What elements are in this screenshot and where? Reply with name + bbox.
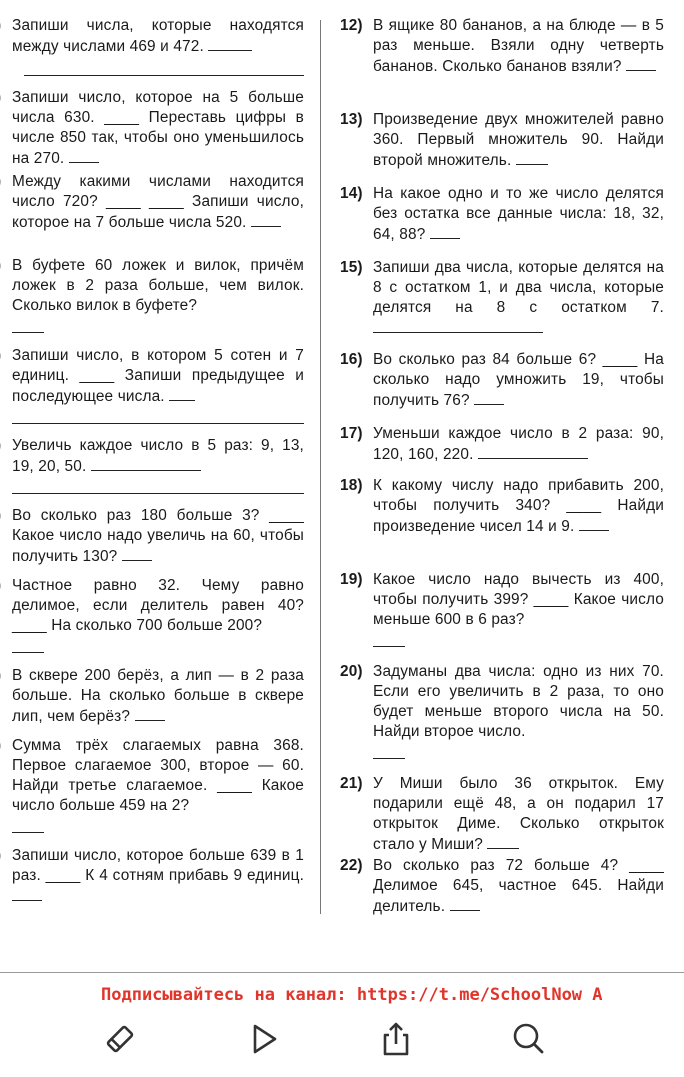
task-11 bbox=[0, 846, 304, 907]
task-text: Уменьши каждое число в 2 раза: 90, 120, 160, 220. bbox=[373, 425, 664, 463]
answer-line[interactable] bbox=[135, 706, 165, 721]
task-9 bbox=[0, 666, 304, 736]
task-text: Сумма трёх слагаемых равна 368. Первое слагаемое 300, второе — 60. Найди третье слагаемое. ____ Какое число больше 459 на 2? bbox=[12, 737, 304, 814]
task-text: На какое одно и то же число делятся без остатка все данные числа: 18, 32, 64, 88? bbox=[373, 185, 664, 243]
task-17: 17) Уменьши каждое число в 2 раза: 90, 120, 160, 220. bbox=[340, 425, 664, 463]
share-icon bbox=[376, 1019, 416, 1059]
task-text: Во сколько раз 180 больше 3? ____ Какое число надо увеличь на 60, чтобы получить 130? bbox=[12, 507, 304, 565]
task-12: 12) В ящике 80 бананов, а на блюде — в 5 раз меньше. Взяли одну четверть бананов. Сколько бананов взяли? bbox=[340, 17, 664, 75]
task-20: 20) Задуманы два числа: одно из них 70. Если его увеличить в 2 раза, то оно будет меньше второго числа на 50. Найди второе число. bbox=[340, 662, 664, 774]
task-14: 14) На какое одно и то же число делятся без остатка все данные числа: 18, 32, 64, 88? bbox=[340, 185, 664, 243]
task-10 bbox=[0, 736, 304, 846]
task-text: Во сколько раз 72 больше 4? ____ Делимое 645, частное 645. Найди делитель. bbox=[373, 857, 664, 915]
task-1 bbox=[0, 16, 304, 76]
task-text: Между какими числами находится число 720? ____ ____ Запиши число, которое на 7 больше числа 520. bbox=[12, 173, 304, 231]
share-button[interactable] bbox=[374, 1017, 418, 1061]
edit-button[interactable] bbox=[98, 1017, 142, 1061]
answer-line[interactable] bbox=[91, 456, 201, 471]
task-22: 22) Во сколько раз 72 больше 4? ____ Делимое 645, частное 645. Найди делитель. bbox=[340, 857, 664, 915]
task-text: Увеличь каждое число в 5 раз: 9, 13, 19, 20, 50. bbox=[12, 437, 304, 475]
task-text: Запиши число, которое больше 639 в 1 раз. ____ К 4 сотням прибавь 9 единиц. bbox=[12, 847, 304, 884]
task-text: Задуманы два числа: одно из них 70. Если его увеличить в 2 раза, то оно будет меньше второго числа на 50. Найди второе число. bbox=[373, 663, 664, 740]
answer-line[interactable] bbox=[12, 481, 304, 494]
task-text: Запиши число, которое на 5 больше числа 630. ____ Переставь цифры в числе 850 так, чтобы оно уменьшилось на 270. bbox=[12, 89, 304, 167]
task-text: Запиши числа, которые находятся между числами 469 и 472. bbox=[12, 17, 304, 55]
answer-line[interactable] bbox=[208, 36, 252, 51]
task-21: 21) У Миши было 36 открыток. Ему подарили ещё 48, а он подарил 17 открыток Диме. Сколько открыток стало у Миши? bbox=[340, 775, 664, 853]
task-4 bbox=[0, 256, 304, 346]
task-text: Произведение двух множителей равно 360. Первый множитель 90. Найди второй множитель. bbox=[373, 111, 664, 169]
edit-icon bbox=[100, 1019, 140, 1059]
task-text: К какому числу надо прибавить 200, чтобы получить 340? ____ Найди произведение чисел 14 и 9. bbox=[373, 477, 664, 535]
task-13: 13) Произведение двух множителей равно 360. Первый множитель 90. Найди второй множитель. bbox=[340, 111, 664, 169]
task-15: 15) Запиши два числа, которые делятся на 8 с остатком 1, и два числа, которые делятся на 8 с остатком 7. bbox=[340, 258, 664, 350]
task-text: В буфете 60 ложек и вилок, причём ложек в 2 раза больше, чем вилок. Сколько вилок в буфете? bbox=[12, 257, 304, 314]
task-5 bbox=[0, 346, 304, 436]
answer-line[interactable] bbox=[487, 834, 519, 849]
banner-text: Подписывайтесь на канал: https://t.me/SchoolNow A bbox=[101, 985, 603, 1005]
search-icon bbox=[508, 1019, 548, 1059]
task-7 bbox=[0, 506, 304, 576]
right-column bbox=[340, 16, 664, 917]
answer-line[interactable] bbox=[430, 224, 460, 239]
task-16: 16) Во сколько раз 84 больше 6? ____ На сколько надо умножить 19, чтобы получить 76? bbox=[340, 351, 664, 409]
page-bottom-rule bbox=[0, 972, 684, 973]
column-divider bbox=[320, 20, 321, 914]
answer-line[interactable] bbox=[516, 150, 548, 165]
task-6 bbox=[0, 436, 304, 506]
task-3 bbox=[0, 172, 304, 256]
answer-line[interactable] bbox=[373, 746, 405, 759]
task-text: В сквере 200 берёз, а лип — в 2 раза больше. На сколько больше в сквере лип, чем берёз? bbox=[12, 667, 304, 725]
answer-line[interactable] bbox=[12, 411, 304, 424]
answer-line[interactable] bbox=[169, 386, 195, 401]
task-text: Какое число надо вычесть из 400, чтобы получить 399? ____ Какое число меньше 600 в 6 раз? bbox=[373, 571, 664, 628]
task-text: В ящике 80 бананов, а на блюде — в 5 раз меньше. Взяли одну четверть бананов. Сколько бананов взяли? bbox=[373, 17, 664, 75]
answer-line[interactable] bbox=[373, 318, 543, 333]
answer-line[interactable] bbox=[12, 886, 42, 901]
search-button[interactable] bbox=[506, 1017, 550, 1061]
answer-line[interactable] bbox=[373, 634, 405, 647]
task-8 bbox=[0, 576, 304, 666]
channel-banner bbox=[0, 985, 684, 1007]
bottom-toolbar bbox=[0, 1007, 684, 1077]
answer-line[interactable] bbox=[12, 820, 44, 833]
play-button[interactable] bbox=[242, 1017, 286, 1061]
task-text: Частное равно 32. Чему равно делимое, если делитель равен 40? ____ На сколько 700 больше 200? bbox=[12, 577, 304, 634]
task-text: У Миши было 36 открыток. Ему подарили ещё 48, а он подарил 17 открыток Диме. Сколько открыток стало у Миши? bbox=[373, 775, 664, 853]
answer-line[interactable] bbox=[626, 56, 656, 71]
answer-line[interactable] bbox=[122, 546, 152, 561]
answer-line[interactable] bbox=[12, 640, 44, 653]
task-text: Запиши число, в котором 5 сотен и 7 единиц. ____ Запиши предыдущее и последующее числа. bbox=[12, 347, 304, 405]
task-text: Запиши два числа, которые делятся на 8 с остатком 1, и два числа, которые делятся на 8 с остатком 7. bbox=[373, 259, 664, 316]
task-text: Во сколько раз 84 больше 6? ____ На сколько надо умножить 19, чтобы получить 76? bbox=[373, 351, 664, 409]
play-icon bbox=[244, 1019, 284, 1059]
answer-line[interactable] bbox=[12, 320, 44, 333]
answer-line[interactable] bbox=[579, 516, 609, 531]
left-column bbox=[0, 16, 304, 907]
task-19: 19) Какое число надо вычесть из 400, чтобы получить 399? ____ Какое число меньше 600 в 6 раз? bbox=[340, 570, 664, 662]
task-2 bbox=[0, 88, 304, 172]
answer-line[interactable] bbox=[24, 63, 304, 76]
answer-line[interactable] bbox=[478, 444, 588, 459]
answer-line[interactable] bbox=[474, 390, 504, 405]
task-18: 18) К какому числу надо прибавить 200, чтобы получить 340? ____ Найди произведение чисел 14 и 9. bbox=[340, 477, 664, 535]
answer-line[interactable] bbox=[69, 148, 99, 163]
answer-line[interactable] bbox=[450, 896, 480, 911]
answer-line[interactable] bbox=[251, 212, 281, 227]
